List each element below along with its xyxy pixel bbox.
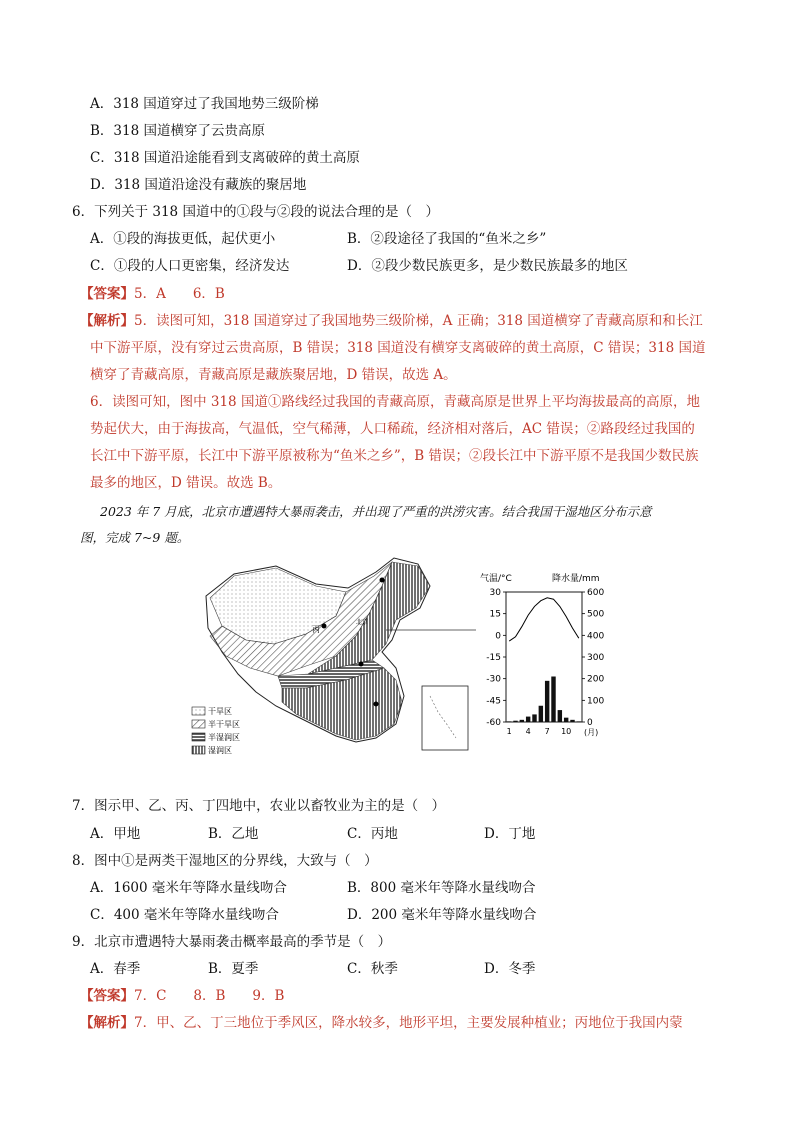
q5-option-d: D．318 国道沿途没有藏族的聚居地 bbox=[90, 177, 307, 193]
point-bing bbox=[322, 624, 327, 629]
legend-semi-humid: 半湿润区 bbox=[208, 733, 240, 742]
right-tick-label: 200 bbox=[587, 674, 605, 685]
beijing-climate-chart bbox=[476, 570, 616, 740]
intro-line-2: 图，完成 7~9 题。 bbox=[80, 530, 190, 545]
analysis-text: 5．读图可知，318 国道穿过了我国地势三级阶梯，A 正确；318 国道横穿了青藏高原和和长江 bbox=[134, 313, 703, 329]
legend-swatch-arid bbox=[192, 707, 205, 715]
legend-swatch-semi-arid bbox=[192, 720, 205, 728]
right-tick-label: 500 bbox=[587, 609, 605, 620]
right-tick-label: 300 bbox=[587, 653, 605, 663]
precip-bar-5 bbox=[532, 714, 536, 722]
q6-stem: 6．下列关于 318 国道中的①段与②段的说法合理的是（ ） bbox=[72, 204, 439, 220]
q5-option-a: A．318 国道穿过了我国地势三级阶梯 bbox=[90, 96, 319, 112]
left-tick-label: -30 bbox=[486, 674, 501, 685]
analysis-6-line-3: 长江中下游平原，长江中下游平原被称为“鱼米之乡”，B 错误；②段长江中下游平原不是我国少数民族 bbox=[90, 448, 699, 464]
china-dry-wet-map bbox=[186, 556, 476, 762]
right-ticks bbox=[582, 588, 604, 728]
right-tick-label: 0 bbox=[587, 718, 593, 728]
analysis-text: 7．甲、乙、丁三地位于季风区，降水较多，地形平坦，主要发展种植业；丙地位于我国内蒙 bbox=[134, 1015, 683, 1031]
legend-swatch-humid bbox=[192, 746, 205, 754]
intro-line-1: 2023 年 7 月底，北京市遭遇特大暴雨袭击，并出现了严重的洪涝灾害。结合我国干湿地区分布示意 bbox=[100, 504, 652, 519]
q6-option-b: B．②段途径了我国的“鱼米之乡” bbox=[347, 231, 547, 247]
left-ticks bbox=[486, 588, 506, 728]
right-tick-label: 100 bbox=[587, 696, 605, 707]
left-tick-label: -45 bbox=[486, 696, 501, 707]
q9-option-a: A．春季 bbox=[90, 961, 141, 977]
answer-7-9 bbox=[80, 986, 284, 1006]
left-tick-label: -60 bbox=[486, 718, 501, 728]
legend-humid: 湿润区 bbox=[208, 746, 232, 755]
left-tick-label: 0 bbox=[495, 631, 501, 642]
left-tick-label: -15 bbox=[486, 653, 501, 663]
label-beijing: 北京 bbox=[356, 619, 369, 626]
plot-frame bbox=[506, 592, 582, 722]
x-axis-unit: (月) bbox=[584, 728, 599, 737]
q7-stem: 7．图示甲、乙、丙、丁四地中，农业以畜牧业为主的是（ ） bbox=[72, 798, 446, 814]
analysis-5-line-3: 横穿了青藏高原，青藏高原是藏族聚居地，D 错误，故选 A。 bbox=[90, 367, 457, 383]
q7-option-b: B．乙地 bbox=[208, 826, 259, 842]
point-middle bbox=[359, 662, 364, 667]
left-axis-label: 气温/°C bbox=[480, 574, 512, 584]
legend-swatch-semi-humid bbox=[192, 733, 205, 741]
right-axis-label: 降水量/mm bbox=[552, 574, 600, 584]
q6-option-a: A．①段的海拔更低，起伏更小 bbox=[90, 231, 276, 247]
south-sea-inset bbox=[422, 686, 468, 750]
precip-bar-11 bbox=[570, 720, 574, 722]
q8-option-d: D．200 毫米年等降水量线吻合 bbox=[347, 907, 537, 923]
analysis-6-line-1: 6．读图可知，图中 318 国道①路线经过我国的青藏高原，青藏高原是世界上平均海拔最高的高原，地 bbox=[90, 394, 700, 410]
q6-option-c: C．①段的人口更密集，经济发达 bbox=[90, 258, 290, 274]
q6-option-d: D．②段少数民族更多，是少数民族最多的地区 bbox=[347, 258, 628, 274]
q9-option-d: D．冬季 bbox=[484, 961, 536, 977]
left-tick-label: 15 bbox=[489, 609, 501, 620]
precip-bar-3 bbox=[520, 720, 524, 722]
map-legend bbox=[192, 707, 240, 755]
answer-text: 5．A 6．B bbox=[134, 286, 225, 302]
point-south bbox=[374, 702, 379, 707]
q5-option-c: C．318 国道沿途能看到支离破碎的黄土高原 bbox=[90, 150, 360, 166]
answer-label: 【答案】 bbox=[80, 988, 134, 1004]
x-tick-label: 4 bbox=[525, 727, 531, 736]
answer-label: 【答案】 bbox=[80, 286, 134, 302]
legend-arid: 干旱区 bbox=[208, 707, 232, 716]
precip-bar-2 bbox=[513, 721, 517, 722]
right-tick-label: 600 bbox=[587, 588, 605, 598]
precip-bar-1 bbox=[507, 721, 511, 722]
precip-bar-7 bbox=[545, 681, 549, 722]
analysis-label: 【解析】 bbox=[80, 313, 134, 329]
x-tick-label: 10 bbox=[561, 727, 572, 736]
precip-bar-6 bbox=[539, 706, 543, 722]
right-tick-label: 400 bbox=[587, 631, 605, 642]
q8-option-b: B．800 毫米年等降水量线吻合 bbox=[347, 880, 536, 896]
q9-option-c: C．秋季 bbox=[347, 961, 398, 977]
label-bing: 丙 bbox=[312, 625, 320, 634]
precip-bars bbox=[507, 677, 581, 723]
analysis-label: 【解析】 bbox=[80, 1015, 134, 1031]
precip-bar-10 bbox=[564, 718, 568, 722]
answer-5-6 bbox=[80, 284, 225, 304]
analysis-7-line-1 bbox=[80, 1013, 683, 1033]
analysis-5-line-2: 中下游平原，没有穿过云贵高原，B 错误；318 国道没有横穿支离破碎的黄土高原，C 错误；318 国道 bbox=[90, 340, 706, 356]
q7-option-a: A．甲地 bbox=[90, 826, 141, 842]
precip-bar-12 bbox=[577, 721, 581, 722]
q5-option-b: B．318 国道横穿了云贵高原 bbox=[90, 123, 265, 139]
analysis-6-line-2: 势起伏大，由于海拔高，气温低，空气稀薄，人口稀疏，经济相对落后，AC 错误；②路段经过我国的 bbox=[90, 421, 695, 437]
analysis-5-line-1 bbox=[80, 311, 703, 331]
precip-bar-4 bbox=[526, 717, 530, 722]
q8-option-a: A．1600 毫米年等降水量线吻合 bbox=[90, 880, 287, 896]
analysis-6-line-4: 最多的地区，D 错误。故选 B。 bbox=[90, 475, 282, 491]
temperature-curve bbox=[509, 598, 579, 641]
answer-text: 7．C 8．B 9．B bbox=[134, 988, 285, 1004]
precip-bar-8 bbox=[551, 677, 555, 723]
left-tick-label: 30 bbox=[489, 588, 501, 598]
x-ticks bbox=[507, 727, 572, 736]
x-tick-label: 1 bbox=[506, 727, 512, 736]
q8-stem: 8．图中①是两类干湿地区的分界线，大致与（ ） bbox=[72, 853, 378, 869]
point-north bbox=[380, 578, 385, 583]
precip-bar-9 bbox=[558, 710, 562, 722]
q7-option-c: C．丙地 bbox=[347, 826, 398, 842]
q9-option-b: B．夏季 bbox=[208, 961, 259, 977]
x-tick-label: 7 bbox=[544, 727, 550, 736]
q8-option-c: C．400 毫米年等降水量线吻合 bbox=[90, 907, 279, 923]
q9-stem: 9．北京市遭遇特大暴雨袭击概率最高的季节是（ ） bbox=[72, 934, 392, 950]
q7-option-d: D．丁地 bbox=[484, 826, 536, 842]
legend-semi-arid: 半干旱区 bbox=[208, 720, 240, 729]
